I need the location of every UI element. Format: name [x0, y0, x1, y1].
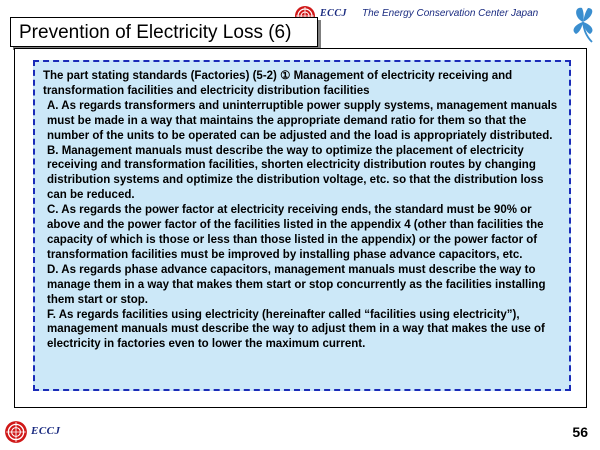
standards-intro: The part stating standards (Factories) (5-2) ① Management of electricity receiving and transformation facilities and electricity distribution facilities [43, 70, 513, 97]
paragraph-f: F. As regards facilities using electricity (hereinafter called “facilities using electricity”), management manuals must describe the way to adjust them in a way that makes the use of electricity in factories even to lower the maximum current. [47, 308, 545, 351]
paragraph-a: A. As regards transformers and uninterruptible power supply systems, management manuals must be made in a way that maintains the appropriate demand ratio for them so that the number of the units to be operated can be adjusted and the load is appropriately distributed. [47, 99, 558, 142]
title-box [10, 17, 318, 47]
paragraph-c: C. As regards the power factor at electricity receiving ends, the standard must be 90% or above and the power factor of the facilities listed in the appendix 4 (other than facilities the capacity of which is those or less than those listed in the appendix) or the power factor of transformation facilities must be improved by installing phase advance capacitors, etc. [47, 204, 544, 261]
standards-text-box [33, 60, 571, 391]
eccj-logo-icon [4, 420, 28, 444]
page-number: 56 [572, 424, 588, 440]
paragraph-b: B. Management manuals must describe the way to optimize the placement of electricity receiving and transformation facilities, shorten electricity distribution routes by changing distribution systems and optimize the distribution voltage, etc. so that the distribution loss can be reduced. [47, 144, 544, 202]
header-logo-text: ECCJ [320, 8, 348, 19]
page-title: Prevention of Electricity Loss (6) [19, 22, 292, 43]
footer-logo-text: ECCJ [31, 425, 61, 437]
clover-icon [566, 0, 600, 44]
paragraph-d: D. As regards phase advance capacitors, management manuals must describe the way to manage them in a way that makes them start or stop concurrently as the facilities installing them start or stop. [47, 263, 546, 306]
organization-name: The Energy Conservation Center Japan [362, 8, 539, 19]
